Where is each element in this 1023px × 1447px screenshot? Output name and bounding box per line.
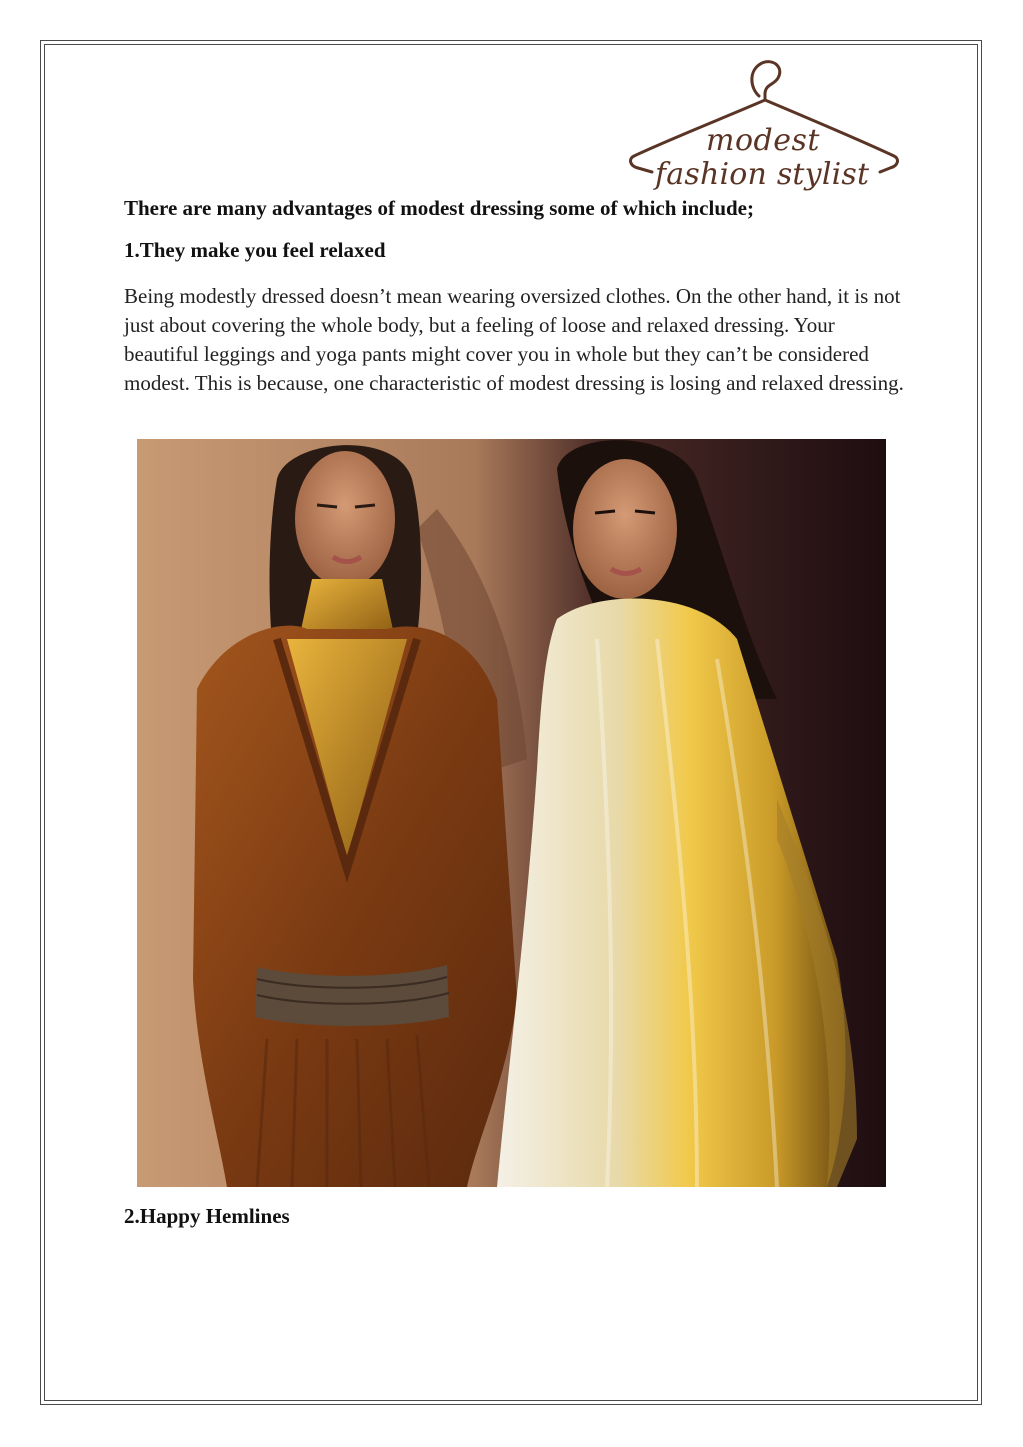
section-heading-relaxed: 1.They make you feel relaxed bbox=[124, 238, 386, 262]
brand-logo bbox=[628, 58, 900, 196]
logo-text-fashion-stylist: fashion stylist bbox=[655, 157, 870, 192]
intro-sentence: There are many advantages of modest dressing some of which include; bbox=[124, 196, 754, 220]
fashion-photo bbox=[137, 439, 886, 1187]
fashion-photo-illustration bbox=[137, 439, 886, 1187]
section-heading-hemlines: 2.Happy Hemlines bbox=[124, 1204, 290, 1228]
logo-text-modest: modest bbox=[706, 123, 820, 158]
section-body-relaxed: Being modestly dressed doesn’t mean wearing oversized clothes. On the other hand, it is not just about covering the whole body, but a feeling of loose and relaxed dressing. Your beautiful leggings and yoga pants might cover you in whole but they can’t be considered modest. This is because, one characteristic of modest dressing is losing and relaxed dressing. bbox=[124, 284, 904, 395]
